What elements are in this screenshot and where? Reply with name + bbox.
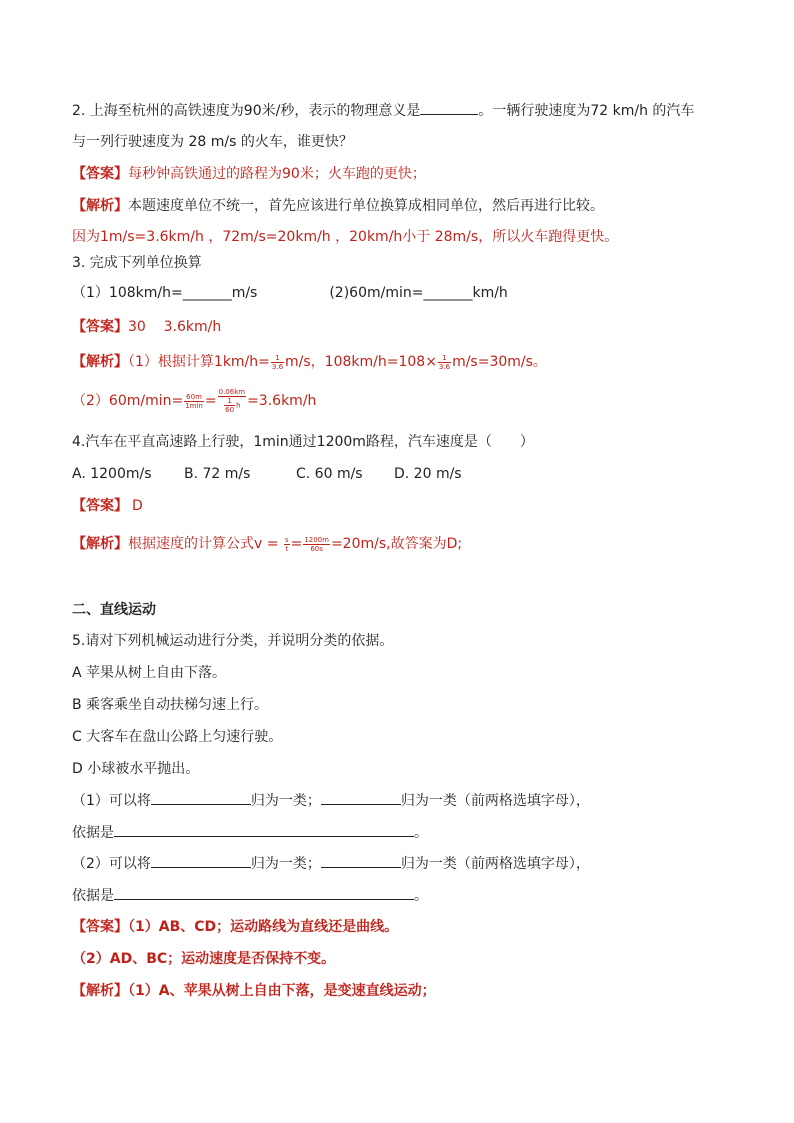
q4-answer-text: D [132, 498, 143, 514]
frac-den: 3.6 [271, 362, 284, 371]
basis-label: 依据是 [72, 888, 114, 904]
q4-question: 4.汽车在平直高速路上行驶，1min通过1200m路程，汽车速度是（ ） [72, 434, 534, 450]
frac-den: 60 [225, 406, 235, 414]
fill-blank [321, 853, 401, 868]
answer-tag: 【答案】 [72, 319, 128, 335]
analysis-tag: 【解析】 [72, 536, 128, 552]
frac-unit: h [236, 401, 241, 410]
equals-sign: = [204, 393, 217, 409]
q5-part2 [72, 853, 590, 874]
q5-option-d: D 小球被水平抛出。 [72, 761, 200, 777]
answer-tag: 【答案】 [72, 166, 128, 182]
frac-num: 1 [438, 354, 451, 363]
frac-num: 1200m [304, 535, 329, 544]
analysis-tag: 【解析】 [72, 983, 128, 999]
frac-den: 3.6 [438, 362, 451, 371]
analysis-tag: 【解析】 [72, 198, 128, 214]
equals-sign: = [290, 536, 303, 552]
q2-analysis2: 因为1m/s=3.6km/h ，72m/s=20km/h ，20km/h小于 28m/s，所以火车跑得更快。 [72, 229, 619, 245]
q5-answer1 [72, 917, 398, 937]
q2-text-a: 2. 上海至杭州的高铁速度为90米/秒，表示的物理意义是 [72, 103, 421, 119]
q4-option-a: A. 1200m/s [72, 466, 152, 482]
q5-analysis-text: （1）A、苹果从树上自由下落，是变速直线运动； [128, 983, 436, 999]
basis-end: 。 [414, 888, 428, 904]
fraction-60m-over-1min [184, 393, 204, 410]
q3-items [72, 283, 508, 303]
q2-answer [72, 164, 426, 184]
q4-analysis-post: =20m/s,故答案为D; [330, 536, 463, 552]
q2-line1 [72, 100, 694, 121]
q3-analysis2-post: =3.6km/h [247, 393, 317, 409]
frac-num: 1 [224, 397, 235, 406]
q3-analysis1-mid: m/s，108km/h=108× [285, 354, 437, 370]
analysis-tag: 【解析】 [72, 354, 128, 370]
q3-analysis1-post: m/s=30m/s。 [452, 354, 547, 370]
q2-line2: 与一列行驶速度为 28 m/s 的火车，谁更快？ [72, 134, 353, 150]
frac-den: 1min [185, 401, 203, 410]
q5-part2-c: 归为一类（前两格选填字母）， [400, 856, 590, 872]
q5-part2-a: （2）可以将 [72, 856, 151, 872]
answer-tag: 【答案】 [72, 498, 128, 514]
q3-answer [72, 317, 221, 337]
q5-part2-b: 归为一类； [250, 856, 321, 872]
fraction-0.06km-over-1-60h [218, 388, 246, 414]
frac-den: 60s [310, 544, 323, 553]
q4-answer [72, 496, 143, 516]
q3-item2: (2)60m/min=_______km/h [329, 285, 508, 301]
q5-answer1-text: （1）AB、CD；运动路线为直线还是曲线。 [128, 919, 399, 935]
frac-den: t [285, 544, 289, 553]
fill-blank [114, 822, 414, 837]
q4-option-d: D. 20 m/s [394, 466, 462, 482]
q3-analysis1-pre: （1）根据计算1km/h= [128, 354, 270, 370]
q3-title: 3. 完成下列单位换算 [72, 255, 202, 271]
q5-answer2: （2）AD、BC；运动速度是否保持不变。 [72, 951, 336, 967]
q3-analysis1 [72, 352, 547, 372]
q3-item1: （1）108km/h=_______m/s [72, 285, 258, 301]
section-heading: 二、直线运动 [72, 602, 156, 618]
answer-tag: 【答案】 [72, 919, 128, 935]
q4-option-b: B. 72 m/s [184, 466, 251, 482]
nested-fraction-1-over-60 [224, 397, 235, 414]
frac-num: 1 [271, 354, 284, 363]
q2-blank [420, 100, 478, 115]
q5-option-b: B 乘客乘坐自动扶梯匀速上行。 [72, 697, 269, 713]
fill-blank [151, 790, 251, 805]
q5-analysis [72, 981, 436, 1001]
basis-label: 依据是 [72, 825, 114, 841]
q5-part1-c: 归为一类（前两格选填字母）， [400, 793, 590, 809]
q3-analysis2-pre: （2）60m/min= [72, 393, 184, 409]
q5-part1 [72, 790, 590, 811]
q5-question: 5.请对下列机械运动进行分类，并说明分类的依据。 [72, 633, 394, 649]
fraction-1-over-3.6 [438, 354, 451, 371]
fill-blank [114, 885, 414, 900]
fraction-1-over-3.6 [271, 354, 284, 371]
q3-answer-text: 30 3.6km/h [128, 319, 222, 335]
basis-end: 。 [414, 825, 428, 841]
frac-den [218, 397, 246, 414]
q5-option-a: A 苹果从树上自由下落。 [72, 665, 227, 681]
fraction-1200m-over-60s [303, 536, 330, 553]
fraction-s-over-t [284, 536, 290, 553]
fill-blank [151, 853, 251, 868]
q4-analysis-pre: 根据速度的计算公式v = [128, 536, 283, 552]
q4-analysis [72, 534, 462, 554]
frac-num: s [284, 535, 289, 544]
q5-option-c: C 大客车在盘山公路上匀速行驶。 [72, 729, 283, 745]
q5-part1-b: 归为一类； [250, 793, 321, 809]
q4-option-c: C. 60 m/s [296, 466, 363, 482]
q5-part1-a: （1）可以将 [72, 793, 151, 809]
q2-text-b: 。一辆行驶速度为72 km/h 的汽车 [478, 103, 695, 119]
q2-answer-text: 每秒钟高铁通过的路程为90米；火车跑的更快； [128, 166, 426, 182]
q5-basis2 [72, 885, 428, 906]
q2-analysis-text: 本题速度单位不统一，首先应该进行单位换算成相同单位，然后再进行比较。 [128, 198, 604, 214]
q3-analysis2 [72, 388, 316, 414]
frac-num: 60m [186, 392, 202, 401]
q5-basis1 [72, 822, 428, 843]
frac-num: 0.06km [218, 388, 246, 396]
fill-blank [321, 790, 401, 805]
q2-analysis [72, 196, 604, 216]
q4-options [72, 464, 462, 484]
